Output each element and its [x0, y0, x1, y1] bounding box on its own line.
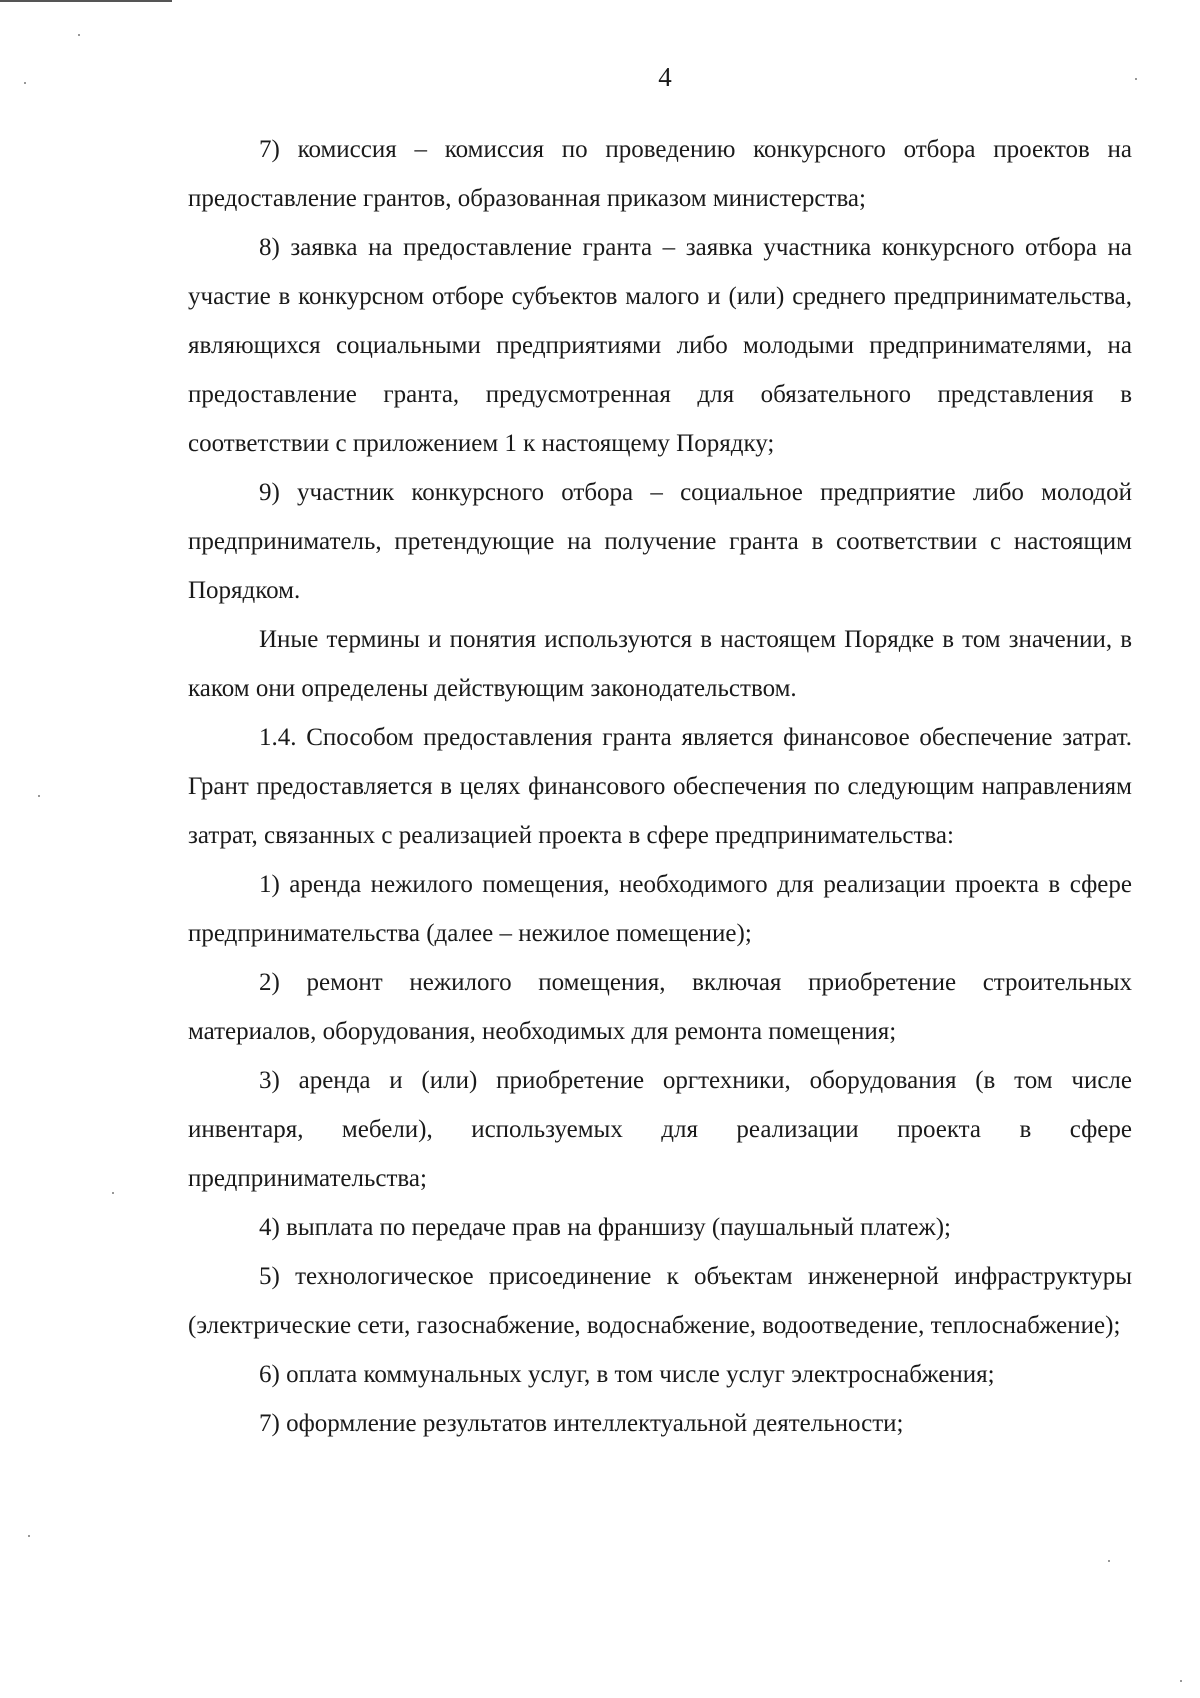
scan-speck	[24, 82, 26, 84]
paragraph-definition-participant: 9) участник конкурсного отбора – социальное предприятие либо молодой предприниматель, претендующие на получение гранта в соответствии с настоящим Порядком.	[188, 479, 1132, 604]
scan-speck	[112, 1192, 114, 1194]
top-edge-rule	[0, 0, 172, 2]
paragraph-other-terms: Иные термины и понятия используются в настоящем Порядке в том значении, в каком они определены действующим законодательством.	[188, 626, 1132, 702]
paragraph-definition-commission: 7) комиссия – комиссия по проведению конкурсного отбора проектов на предоставление грантов, образованная приказом министерства;	[188, 136, 1132, 212]
page-number: 4	[658, 62, 672, 92]
list-item-1-rent: 1) аренда нежилого помещения, необходимого для реализации проекта в сфере предпринимательства (далее – нежилое помещение);	[188, 871, 1132, 947]
list-item-4-franchise: 4) выплата по передаче прав на франшизу (паушальный платеж);	[259, 1214, 951, 1241]
list-item-7-intellectual-property: 7) оформление результатов интеллектуальной деятельности;	[259, 1410, 904, 1437]
list-item-6-utilities: 6) оплата коммунальных услуг, в том числе услуг электроснабжения;	[259, 1361, 995, 1388]
scan-speck	[1135, 78, 1137, 80]
list-item-2-repair: 2) ремонт нежилого помещения, включая приобретение строительных материалов, оборудования, необходимых для ремонта помещения;	[188, 969, 1132, 1045]
scan-speck	[1108, 1560, 1110, 1562]
paragraph-definition-application: 8) заявка на предоставление гранта – заявка участника конкурсного отбора на участие в конкурсном отборе субъектов малого и (или) среднего предпринимательства, являющихся социальными предприятиями либо молодыми предпринимателями, на предоставление гранта, предусмотренная для обязательного представления в соответствии с приложением 1 к настоящему Порядку;	[188, 234, 1132, 457]
scan-speck	[28, 1535, 30, 1537]
paragraph-section-1-4: 1.4. Способом предоставления гранта является финансовое обеспечение затрат. Грант предоставляется в целях финансового обеспечения по следующим направлениям затрат, связанных с реализацией проекта в сфере предпринимательства:	[188, 724, 1132, 849]
scan-speck	[1180, 1680, 1182, 1682]
scan-speck	[38, 795, 40, 797]
scan-speck	[78, 34, 80, 36]
list-item-5-infrastructure: 5) технологическое присоединение к объектам инженерной инфраструктуры (электрические сети, газоснабжение, водоснабжение, водоотведение, теплоснабжение);	[188, 1263, 1132, 1339]
list-item-3-equipment: 3) аренда и (или) приобретение оргтехники, оборудования (в том числе инвентаря, мебели), используемых для реализации проекта в сфере предпринимательства;	[188, 1067, 1132, 1192]
document-body	[188, 125, 1132, 1448]
